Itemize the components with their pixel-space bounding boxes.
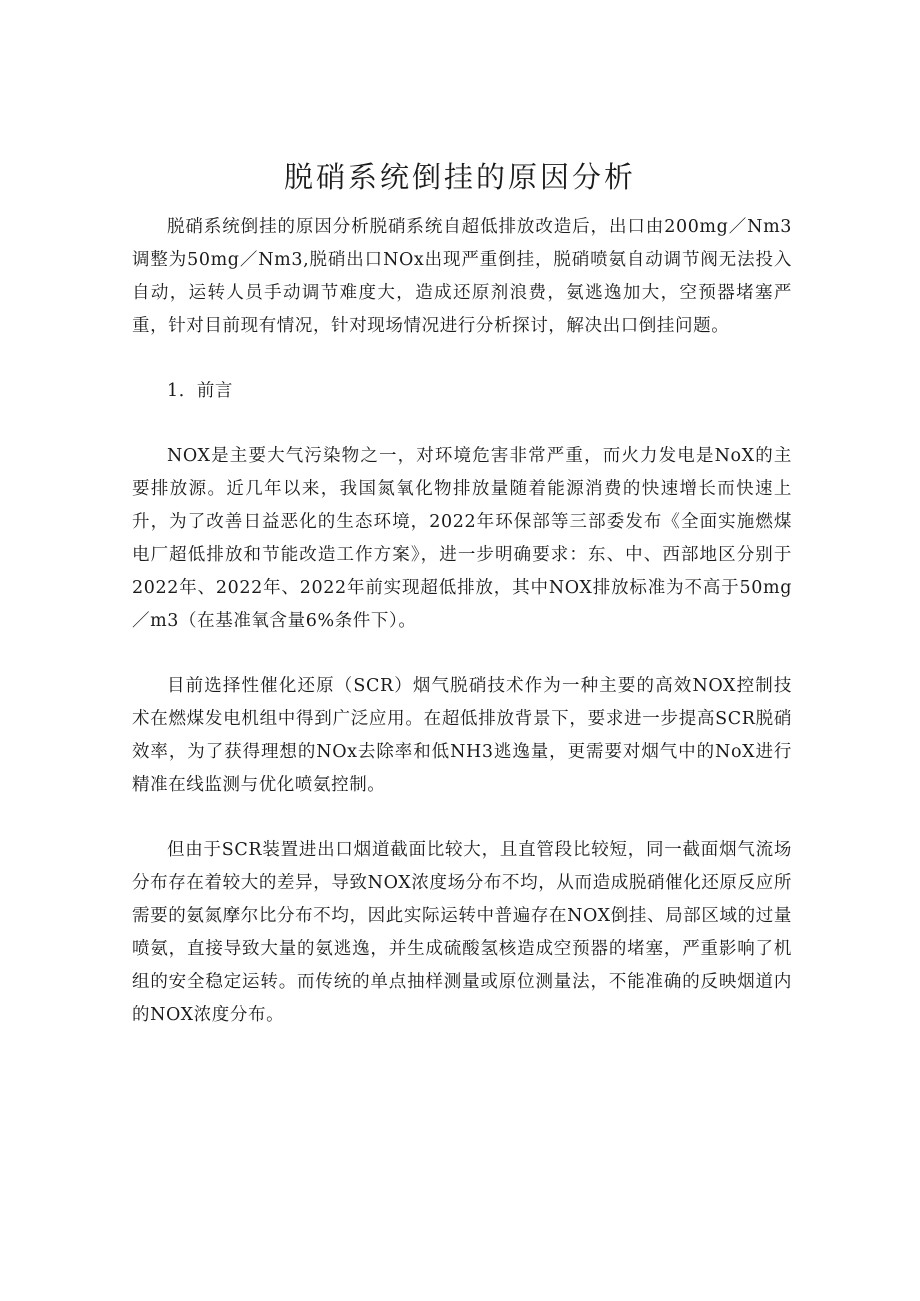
- body-paragraph-2: 目前选择性催化还原（SCR）烟气脱硝技术作为一种主要的高效NOX控制技术在燃煤发电机组中得到广泛应用。在超低排放背景下，要求进一步提高SCR脱硝效率，为了获得理想的NOx去除率和低NH3逃逸量，更需要对烟气中的NoX进行精准在线监测与优化喷氨控制。: [132, 676, 792, 795]
- document-title: 脱硝系统倒挂的原因分析: [283, 160, 636, 194]
- document-body: [132, 211, 792, 1064]
- body-paragraph-3: 但由于SCR装置进出口烟道截面比较大，且直管段比较短，同一截面烟气流场分布存在着较大的差异，导致NOX浓度场分布不均，从而造成脱硝催化还原反应所需要的氨氮摩尔比分布不均，因此实际运转中普遍存在NOX倒挂、局部区域的过量喷氨，直接导致大量的氨逃逸，并生成硫酸氢核造成空预器的堵塞，严重影响了机组的安全稳定运转。而传统的单点抽样测量或原位测量法，不能准确的反映烟道内的NOX浓度分布。: [132, 840, 792, 1025]
- section-heading: 1．前言: [167, 381, 234, 401]
- body-paragraph-1: NOX是主要大气污染物之一，对环境危害非常严重，而火力发电是NoX的主要排放源。近几年以来，我国氮氧化物排放量随着能源消费的快速增长而快速上升，为了改善日益恶化的生态环境，2022年环保部等三部委发布《全面实施燃煤电厂超低排放和节能改造工作方案》，进一步明确要求：东、中、西部地区分别于2022年、2022年、2022年前实现超低排放，其中NOX排放标准为不高于50mg／m3（在基准氧含量6%条件下）。: [132, 446, 792, 631]
- abstract-paragraph: 脱硝系统倒挂的原因分析脱硝系统自超低排放改造后，出口由200mg／Nm3调整为50mg／Nm3,脱硝出口NOx出现严重倒挂，脱硝喷氨自动调节阀无法投入自动，运转人员手动调节难度大，造成还原剂浪费，氨逃逸加大，空预器堵塞严重，针对目前现有情况，针对现场情况进行分析探讨，解决出口倒挂问题。: [132, 217, 792, 336]
